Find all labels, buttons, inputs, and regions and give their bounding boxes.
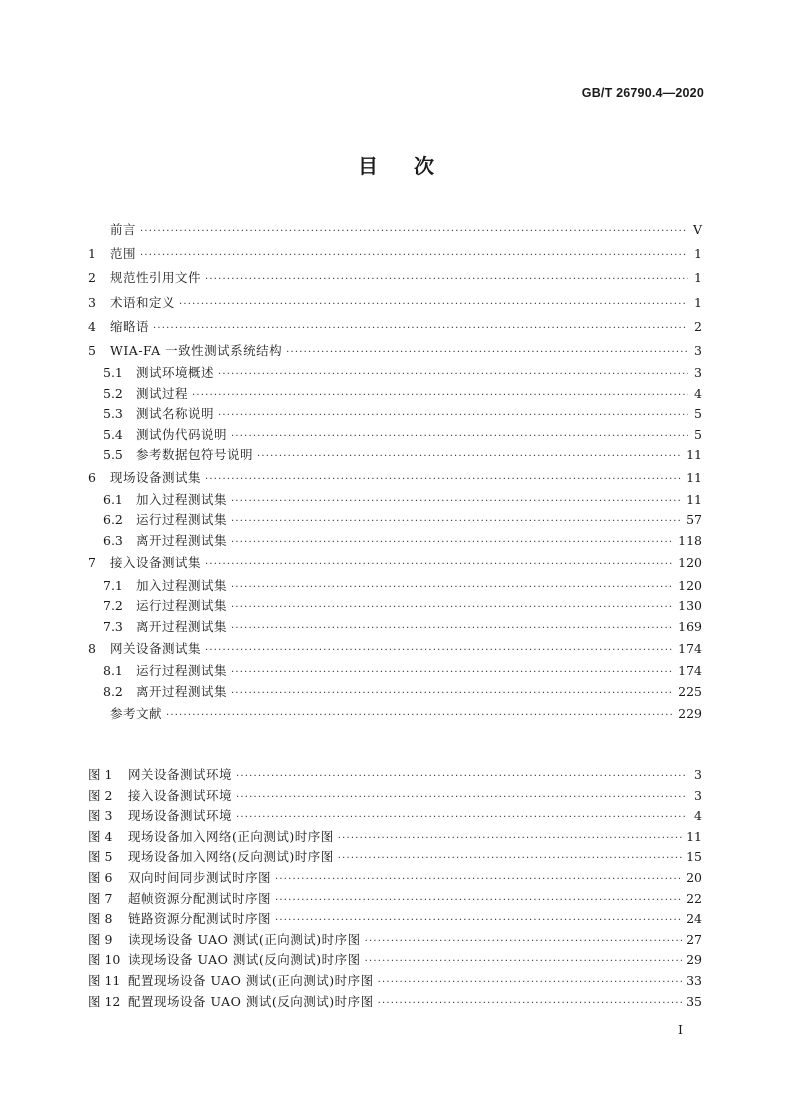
dot-leader	[205, 468, 682, 492]
dot-leader	[338, 849, 682, 870]
dot-leader	[231, 578, 674, 599]
entry-number: 图 2	[88, 787, 113, 803]
entry-number: 6.3	[103, 532, 123, 548]
entry-page: 11	[686, 491, 702, 507]
entry-label: 现场设备测试环境	[128, 808, 233, 824]
dot-leader	[192, 386, 688, 407]
dot-leader	[378, 973, 682, 994]
standard-number: GB/T 26790.4—2020	[581, 86, 704, 100]
entry-number: 图 7	[88, 890, 113, 906]
dot-leader	[140, 220, 688, 244]
toc-subentry[interactable]	[88, 490, 702, 511]
figure-entry[interactable]	[88, 950, 702, 971]
entry-page: 11	[686, 447, 702, 463]
figure-entry[interactable]	[88, 889, 702, 910]
entry-page: 3	[694, 767, 702, 782]
entry-label: 离开过程测试集	[136, 532, 228, 548]
entry-label: 网关设备测试集	[110, 641, 202, 656]
toc-subentry[interactable]	[88, 682, 702, 703]
entry-label: 术语和定义	[110, 294, 176, 310]
toc-subentry[interactable]	[88, 363, 702, 384]
dot-leader	[286, 341, 688, 365]
entry-number: 7.2	[103, 598, 123, 613]
toc-subentry[interactable]	[88, 661, 702, 682]
entry-page: 130	[678, 598, 702, 613]
entry-label: 前言	[110, 222, 137, 237]
entry-label: 测试名称说明	[136, 406, 215, 422]
entry-label: 网关设备测试环境	[128, 767, 233, 782]
dot-leader	[231, 598, 674, 619]
entry-label: 加入过程测试集	[136, 491, 228, 507]
entry-page: 1	[694, 294, 702, 310]
entry-label: 测试环境概述	[136, 365, 215, 381]
dot-leader	[236, 788, 688, 809]
toc-entry[interactable]	[88, 218, 702, 242]
dot-leader	[231, 427, 688, 448]
figure-entry[interactable]	[88, 868, 702, 889]
toc-entry[interactable]	[88, 551, 702, 575]
entry-page: 22	[686, 890, 702, 906]
entry-number: 图 5	[88, 849, 113, 865]
toc-entry[interactable]	[88, 702, 702, 726]
dot-leader	[231, 492, 682, 513]
entry-number: 5.1	[103, 365, 123, 381]
entry-number: 5.2	[103, 385, 123, 401]
figure-entry[interactable]	[88, 992, 702, 1013]
entry-number: 图 8	[88, 911, 113, 927]
dot-leader	[166, 704, 674, 728]
entry-page: 35	[686, 993, 702, 1009]
title-char-2: 次	[414, 154, 434, 178]
entry-label: 缩略语	[110, 318, 150, 334]
list-of-figures	[88, 765, 702, 1012]
entry-page: 1	[694, 246, 702, 262]
entry-label: 读现场设备 UAO 测试(反向测试)时序图	[128, 952, 361, 968]
entry-page: 225	[678, 683, 702, 699]
toc-subentry[interactable]	[88, 596, 702, 617]
entry-label: 配置现场设备 UAO 测试(正向测试)时序图	[128, 972, 374, 988]
entry-label: 参考文献	[110, 706, 163, 722]
toc-subentry[interactable]	[88, 531, 702, 552]
entry-number: 5	[88, 342, 96, 358]
dot-leader	[231, 663, 674, 684]
toc-entry[interactable]	[88, 242, 702, 266]
dot-leader	[179, 293, 688, 317]
toc-entry[interactable]	[88, 266, 702, 290]
entry-number: 6.1	[103, 491, 123, 507]
entry-number: 2	[88, 270, 96, 286]
toc-entry[interactable]	[88, 339, 702, 363]
entry-page: 29	[686, 952, 702, 968]
entry-label: 加入过程测试集	[136, 577, 228, 593]
entry-page: 229	[678, 706, 702, 722]
entry-label: 离开过程测试集	[136, 683, 228, 699]
dot-leader	[231, 619, 674, 640]
entry-number: 5.5	[103, 447, 123, 463]
entry-number: 7	[88, 555, 96, 571]
entry-number: 8.1	[103, 663, 123, 679]
entry-label: 运行过程测试集	[136, 512, 228, 528]
entry-page: 3	[694, 365, 702, 381]
entry-label: 离开过程测试集	[136, 618, 228, 634]
dot-leader	[275, 870, 682, 891]
dot-leader	[231, 512, 682, 533]
figure-entry[interactable]	[88, 971, 702, 992]
entry-page: 1	[694, 270, 702, 286]
dot-leader	[338, 829, 682, 850]
figure-entry[interactable]	[88, 827, 702, 848]
entry-number: 图 11	[88, 972, 121, 988]
entry-page: 4	[694, 385, 702, 401]
dot-leader	[365, 932, 682, 953]
entry-number: 8.2	[103, 683, 123, 699]
entry-label: 接入设备测试集	[110, 555, 202, 571]
dot-leader	[205, 553, 674, 577]
entry-label: 超帧资源分配测试时序图	[128, 890, 272, 906]
entry-label: 运行过程测试集	[136, 663, 228, 679]
entry-page: 20	[686, 869, 702, 885]
page-number: I	[678, 1022, 683, 1037]
entry-page: 11	[686, 469, 702, 485]
entry-page: 11	[686, 828, 702, 844]
page-title	[0, 150, 792, 179]
entry-label: 双向时间同步测试时序图	[128, 869, 272, 885]
entry-label: WIA-FA 一致性测试系统结构	[110, 342, 283, 358]
entry-label: 规范性引用文件	[110, 270, 202, 286]
toc-subentry[interactable]	[88, 510, 702, 531]
dot-leader	[140, 244, 688, 268]
toc-subentry[interactable]	[88, 425, 702, 446]
entry-page: 57	[686, 512, 702, 528]
entry-label: 参考数据包符号说明	[136, 447, 254, 463]
entry-number: 4	[88, 318, 96, 334]
entry-number: 7.1	[103, 577, 123, 593]
entry-number: 图 3	[88, 808, 113, 824]
figure-entry[interactable]	[88, 765, 702, 786]
entry-label: 运行过程测试集	[136, 598, 228, 613]
entry-page: 4	[694, 808, 702, 824]
entry-page: 2	[694, 318, 702, 334]
entry-number: 图 12	[88, 993, 121, 1009]
entry-page: 5	[694, 426, 702, 442]
figure-entry[interactable]	[88, 930, 702, 951]
entry-label: 测试伪代码说明	[136, 426, 228, 442]
dot-leader	[236, 767, 688, 788]
toc-entry[interactable]	[88, 637, 702, 661]
toc-entry[interactable]	[88, 291, 702, 315]
dot-leader	[275, 911, 682, 932]
entry-number: 5.4	[103, 426, 123, 442]
dot-leader	[218, 406, 688, 427]
entry-number: 3	[88, 294, 96, 310]
dot-leader	[205, 268, 688, 292]
figure-entry[interactable]	[88, 806, 702, 827]
entry-page: 5	[694, 406, 702, 422]
entry-label: 测试过程	[136, 385, 189, 401]
toc-entry[interactable]	[88, 315, 702, 339]
dot-leader	[257, 447, 682, 468]
entry-number: 图 9	[88, 931, 113, 947]
dot-leader	[153, 317, 688, 341]
entry-label: 现场设备加入网络(正向测试)时序图	[128, 828, 334, 844]
entry-number: 图 4	[88, 828, 113, 844]
entry-page: 174	[678, 641, 702, 656]
dot-leader	[365, 952, 682, 973]
entry-label: 配置现场设备 UAO 测试(反向测试)时序图	[128, 993, 374, 1009]
title-char-1: 目	[358, 154, 378, 178]
entry-number: 8	[88, 641, 96, 656]
table-of-contents	[88, 218, 702, 726]
dot-leader	[231, 684, 674, 705]
entry-number: 5.3	[103, 406, 123, 422]
entry-label: 读现场设备 UAO 测试(正向测试)时序图	[128, 931, 361, 947]
toc-subentry[interactable]	[88, 384, 702, 405]
entry-page: 15	[686, 849, 702, 865]
entry-label: 链路资源分配测试时序图	[128, 911, 272, 927]
dot-leader	[275, 891, 682, 912]
entry-number: 6.2	[103, 512, 123, 528]
toc-subentry[interactable]	[88, 617, 702, 638]
entry-number: 图 10	[88, 952, 121, 968]
dot-leader	[231, 533, 674, 554]
figure-entry[interactable]	[88, 909, 702, 930]
dot-leader	[378, 994, 682, 1015]
dot-leader	[205, 639, 674, 663]
entry-page: 169	[678, 618, 702, 634]
entry-label: 接入设备测试环境	[128, 787, 233, 803]
entry-number: 7.3	[103, 618, 123, 634]
entry-page: 33	[686, 972, 702, 988]
toc-subentry[interactable]	[88, 445, 702, 466]
dot-leader	[218, 365, 688, 386]
entry-number: 图 6	[88, 869, 113, 885]
figure-entry[interactable]	[88, 847, 702, 868]
entry-page: 3	[694, 342, 702, 358]
entry-number: 图 1	[88, 767, 113, 782]
entry-page: 24	[686, 911, 702, 927]
dot-leader	[236, 808, 688, 829]
entry-page: V	[692, 222, 702, 237]
entry-number: 6	[88, 469, 96, 485]
entry-page: 118	[678, 532, 702, 548]
toc-subentry[interactable]	[88, 404, 702, 425]
figure-entry[interactable]	[88, 786, 702, 807]
entry-page: 27	[686, 931, 702, 947]
entry-label: 现场设备测试集	[110, 469, 202, 485]
toc-entry[interactable]	[88, 466, 702, 490]
toc-subentry[interactable]	[88, 576, 702, 597]
entry-label: 现场设备加入网络(反向测试)时序图	[128, 849, 334, 865]
entry-label: 范围	[110, 246, 137, 262]
entry-page: 174	[678, 663, 702, 679]
entry-page: 120	[678, 577, 702, 593]
entry-page: 3	[694, 787, 702, 803]
entry-number: 1	[88, 246, 96, 262]
entry-page: 120	[678, 555, 702, 571]
